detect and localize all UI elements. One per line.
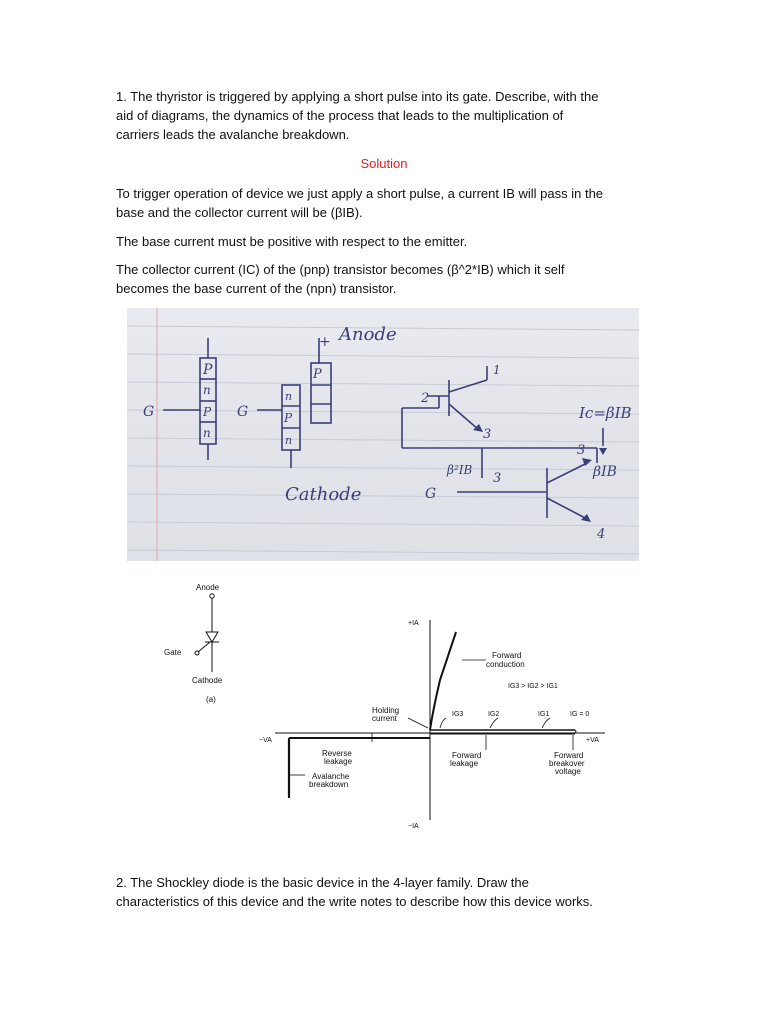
plus-ia-label: +IA bbox=[408, 620, 419, 627]
terminal-number: 3 bbox=[493, 471, 502, 486]
anode-terminal bbox=[210, 594, 214, 598]
gate-label-right: G bbox=[425, 486, 437, 502]
layer-label: P bbox=[203, 362, 213, 378]
thyristor-characteristic-diagram bbox=[150, 570, 620, 840]
handwritten-notes-photo bbox=[127, 308, 639, 561]
question-1 bbox=[116, 87, 656, 144]
solution-heading: Solution bbox=[360, 156, 408, 171]
ic-formula: Ic=βIB bbox=[579, 404, 632, 422]
forward-conduction-label: Forward conduction bbox=[486, 651, 525, 669]
answer-line: base and the collector current will be (βIB). bbox=[116, 205, 363, 220]
layer-label: P bbox=[203, 405, 212, 419]
left-layer-stack bbox=[163, 338, 216, 460]
forward-leakage-label: Forward leakage bbox=[450, 751, 482, 768]
terminal-number: 1 bbox=[493, 363, 501, 377]
symbol-anode-label: Anode bbox=[196, 583, 220, 592]
beta-squared-ib: β²IB bbox=[447, 463, 473, 477]
question-2-line: 2. The Shockley diode is the basic device in the 4-layer family. Draw the bbox=[116, 875, 529, 890]
gate-label-left: G bbox=[143, 404, 155, 420]
answer-line: becomes the base current of the (npn) transistor. bbox=[116, 281, 397, 296]
reverse-leakage-label: Reverse leakage bbox=[322, 749, 353, 766]
answer-paragraph-2: The base current must be positive with respect to the emitter. bbox=[116, 234, 468, 249]
question-1-line: aid of diagrams, the dynamics of the process that leads to the multiplication of bbox=[116, 108, 564, 123]
answer-line: To trigger operation of device we just apply a short pulse, a current IB will pass in the bbox=[116, 186, 604, 201]
minus-va-label: −VA bbox=[259, 737, 272, 744]
question-1-line: 1. The thyristor is triggered by applying a short pulse into its gate. Describe, with the bbox=[116, 89, 599, 104]
holding-current-label: Holding current bbox=[372, 706, 400, 723]
avalanche-breakdown-label: Avalanche breakdown bbox=[309, 772, 350, 789]
symbol-gate-label: Gate bbox=[164, 648, 182, 657]
symbol-sub-label: (a) bbox=[206, 695, 216, 704]
layer-label: n bbox=[203, 383, 211, 397]
layer-label: n bbox=[285, 434, 293, 447]
middle-layer-stack bbox=[257, 338, 331, 468]
answer-paragraph-1 bbox=[116, 184, 656, 222]
gate-terminal bbox=[195, 651, 199, 655]
ig1-label: IG1 bbox=[538, 711, 550, 718]
answer-paragraph-3 bbox=[116, 260, 656, 298]
symbol-cathode-label: Cathode bbox=[192, 676, 223, 685]
gate-order-label: IG3 > IG2 > IG1 bbox=[508, 683, 558, 690]
notebook-lines bbox=[127, 326, 639, 554]
beta-ib: βIB bbox=[593, 464, 617, 480]
thyristor-triangle bbox=[206, 632, 218, 642]
arrow-head bbox=[599, 448, 607, 455]
anode-label: Anode bbox=[339, 324, 397, 345]
arrow-head bbox=[581, 514, 591, 522]
gate-label-mid: G bbox=[237, 404, 249, 420]
layer-label: P bbox=[313, 367, 322, 382]
gate-lead bbox=[198, 642, 210, 652]
plus-sign: + bbox=[319, 334, 331, 350]
ig3-label: IG3 bbox=[452, 711, 464, 718]
terminal-number: 3 bbox=[577, 443, 586, 458]
cathode-label: Cathode bbox=[285, 484, 362, 505]
question-1-line: carriers leads the avalanche breakdown. bbox=[116, 127, 350, 142]
terminal-number: 2 bbox=[421, 391, 430, 406]
question-2-line: characteristics of this device and the write notes to describe how this device works. bbox=[116, 894, 593, 909]
layer-label: P bbox=[284, 411, 293, 425]
plus-va-label: +VA bbox=[586, 737, 599, 744]
handwritten-diagram bbox=[127, 308, 639, 561]
layer-label: n bbox=[203, 426, 211, 440]
ig0-label: IG = 0 bbox=[570, 711, 590, 718]
holding-current-pointer bbox=[408, 718, 428, 728]
terminal-number: 4 bbox=[597, 527, 606, 542]
terminal-number: 3 bbox=[483, 427, 492, 442]
ig2-label: IG2 bbox=[488, 711, 500, 718]
question-2 bbox=[116, 873, 656, 911]
layer-label: n bbox=[285, 390, 293, 403]
forward-breakover-label: Forward breakover voltage bbox=[549, 751, 585, 776]
answer-line: The collector current (IC) of the (pnp) transistor becomes (β^2*IB) which it self bbox=[116, 262, 565, 277]
minus-ia-label: −IA bbox=[408, 823, 419, 830]
